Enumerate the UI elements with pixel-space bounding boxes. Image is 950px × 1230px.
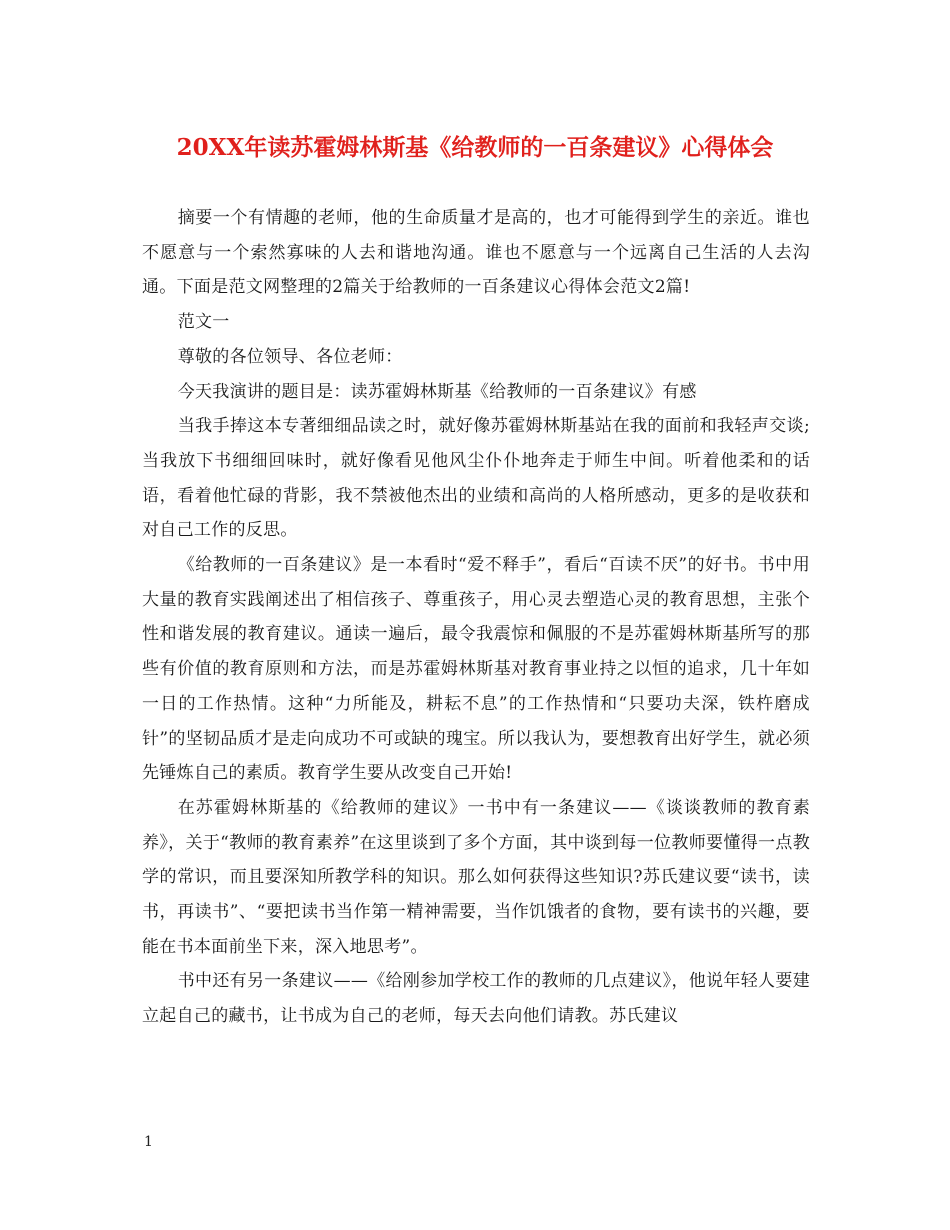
paragraph-speech-topic: 今天我演讲的题目是：读苏霍姆林斯基《给教师的一百条建议》有感: [177, 381, 697, 402]
page-number: 1: [144, 1134, 153, 1150]
paragraph-teacher-literacy: 在苏霍姆林斯基的《给教师的建议》一书中有一条建议——《谈谈教师的教育素养》，关于“教师的教育素养”在这里谈到了多个方面，其中谈到每一位教师要懂得一点教学的常识，而且要深知所教学科的知识。那么如何获得这些知识?苏氏建议要“读书，读书，再读书”、“要把读书当作第一精神需要，当作饥饿者的食物，要有读书的兴趣，要能在书本面前坐下来，深入地思考”。: [142, 797, 810, 957]
document-title: 20XX年读苏霍姆林斯基《给教师的一百条建议》心得体会: [176, 134, 774, 161]
paragraph-abstract: 摘要一个有情趣的老师，他的生命质量才是高的，也才可能得到学生的亲近。谁也不愿意与一个索然寡味的人去和谐地沟通。谁也不愿意与一个远离自己生活的人去沟通。下面是范文网整理的2篇关于给教师的一百条建议心得体会范文2篇!: [142, 208, 810, 298]
paragraph-new-teacher-advice: 书中还有另一条建议——《给刚参加学校工作的教师的几点建议》，他说年轻人要建立起自己的藏书，让书成为自己的老师，每天去向他们请教。苏氏建议: [142, 971, 810, 1027]
paragraph-salutation: 尊敬的各位领导、各位老师：: [177, 346, 403, 367]
document-body: [142, 201, 810, 1034]
paragraph-reading-impression: 当我手捧这本专著细细品读之时，就好像苏霍姆林斯基站在我的面前和我轻声交谈;当我放下书细细回味时，就好像看见他风尘仆仆地奔走于师生中间。听着他柔和的话语，看着他忙碌的背影，我不禁被他杰出的业绩和高尚的人格所感动，更多的是收获和对自己工作的反思。: [142, 416, 810, 541]
paragraph-sample-heading: 范文一: [177, 312, 230, 333]
paragraph-book-review: 《给教师的一百条建议》是一本看时“爱不释手”，看后“百读不厌”的好书。书中用大量的教育实践阐述出了相信孩子、尊重孩子，用心灵去塑造心灵的教育思想，主张个性和谐发展的教育建议。通读一遍后，最令我震惊和佩服的不是苏霍姆林斯基所写的那些有价值的教育原则和方法，而是苏霍姆林斯基对教育事业持之以恒的追求，几十年如一日的工作热情。这种“力所能及，耕耘不息”的工作热情和“只要功夫深，铁杵磨成针”的坚韧品质才是走向成功不可或缺的瑰宝。所以我认为，要想教育出好学生，就必须先锤炼自己的素质。教育学生要从改变自己开始!: [142, 555, 810, 784]
